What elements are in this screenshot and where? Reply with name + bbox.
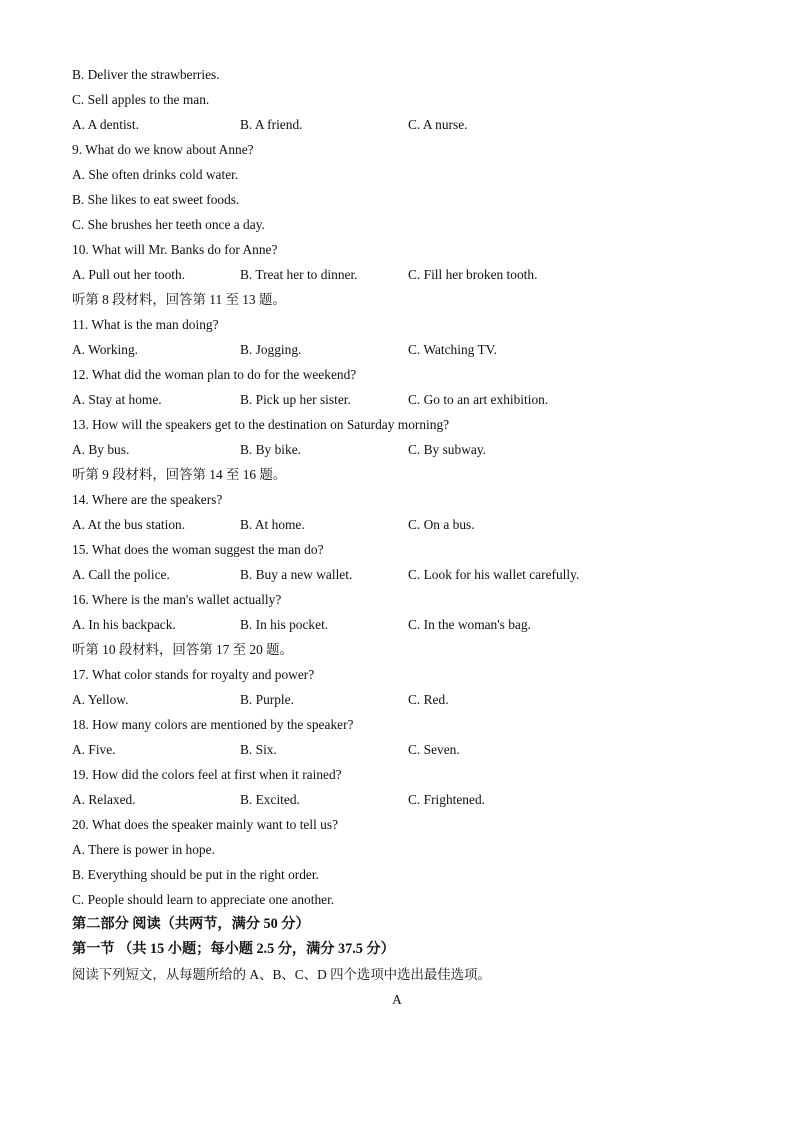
text-line: C. Sell apples to the man. [72,92,210,107]
option-b: B. At home. [240,517,305,532]
option-a: A. Working. [72,342,138,357]
answer-options-row [72,337,722,362]
option-a: A. A dentist. [72,117,139,132]
answer-options-row [72,612,722,637]
text-line: A. There is power in hope. [72,842,215,857]
text-line: 17. What color stands for royalty and power? [72,667,315,682]
option-c: C. On a bus. [408,517,475,532]
option-b: B. Excited. [240,792,300,807]
text-line: C. People should learn to appreciate one another. [72,892,335,907]
option-b: B. In his pocket. [240,617,329,632]
option-c: C. By subway. [408,442,486,457]
option-a: A. Pull out her tooth. [72,267,186,282]
text-line: 9. What do we know about Anne? [72,142,254,157]
answer-options-row [72,512,722,537]
option-a: A. Five. [72,742,116,757]
option-b: B. Pick up her sister. [240,392,351,407]
text-line: 听第 9 段材料，回答第 14 至 16 题。 [72,467,287,482]
option-c: C. Fill her broken tooth. [408,267,538,282]
text-line: A. She often drinks cold water. [72,167,239,182]
text-line: B. Everything should be put in the right order. [72,867,319,882]
answer-options-row [72,387,722,412]
text-line: 15. What does the woman suggest the man do? [72,542,324,557]
option-a: A. At the bus station. [72,517,186,532]
section-heading: 第二部分 阅读（共两节，满分 50 分） [72,916,310,932]
passage-label: A [392,992,402,1007]
answer-options-row [72,112,722,137]
text-line: 14. Where are the speakers? [72,492,223,507]
answer-options-row [72,687,722,712]
option-c: C. Look for his wallet carefully. [408,567,580,582]
option-c: C. Go to an art exhibition. [408,392,549,407]
text-line: C. She brushes her teeth once a day. [72,217,265,232]
text-line: 18. How many colors are mentioned by the speaker? [72,717,354,732]
option-c: C. Watching TV. [408,342,497,357]
text-line: 13. How will the speakers get to the destination on Saturday morning? [72,417,450,432]
document-content [72,62,722,1012]
option-b: B. Treat her to dinner. [240,267,358,282]
option-a: A. In his backpack. [72,617,176,632]
text-line: 11. What is the man doing? [72,317,219,332]
text-line: B. She likes to eat sweet foods. [72,192,240,207]
option-c: C. Red. [408,692,449,707]
answer-options-row [72,562,722,587]
option-a: A. Call the police. [72,567,170,582]
option-a: A. Stay at home. [72,392,162,407]
option-c: C. Seven. [408,742,460,757]
text-line: B. Deliver the strawberries. [72,67,220,82]
text-line: 听第 10 段材料，回答第 17 至 20 题。 [72,642,293,657]
answer-options-row [72,737,722,762]
text-line: 20. What does the speaker mainly want to tell us? [72,817,339,832]
option-b: B. By bike. [240,442,302,457]
option-c: C. Frightened. [408,792,485,807]
text-line: 19. How did the colors feel at first when it rained? [72,767,342,782]
answer-options-row [72,262,722,287]
option-b: B. Six. [240,742,277,757]
section-heading: 第一节 （共 15 小题；每小题 2.5 分，满分 37.5 分） [72,941,395,957]
text-line: 听第 8 段材料，回答第 11 至 13 题。 [72,292,286,307]
answer-options-row [72,787,722,812]
option-c: C. A nurse. [408,117,468,132]
text-line: 10. What will Mr. Banks do for Anne? [72,242,278,257]
option-b: B. A friend. [240,117,303,132]
option-b: B. Buy a new wallet. [240,567,353,582]
option-b: B. Purple. [240,692,294,707]
text-line: 16. Where is the man's wallet actually? [72,592,282,607]
text-line: 12. What did the woman plan to do for the weekend? [72,367,357,382]
option-a: A. Yellow. [72,692,129,707]
option-b: B. Jogging. [240,342,302,357]
option-c: C. In the woman's bag. [408,617,531,632]
option-a: A. Relaxed. [72,792,136,807]
answer-options-row [72,437,722,462]
option-a: A. By bus. [72,442,130,457]
text-line: 阅读下列短文，从每题所给的 A、B、C、D 四个选项中选出最佳选项。 [72,967,491,982]
